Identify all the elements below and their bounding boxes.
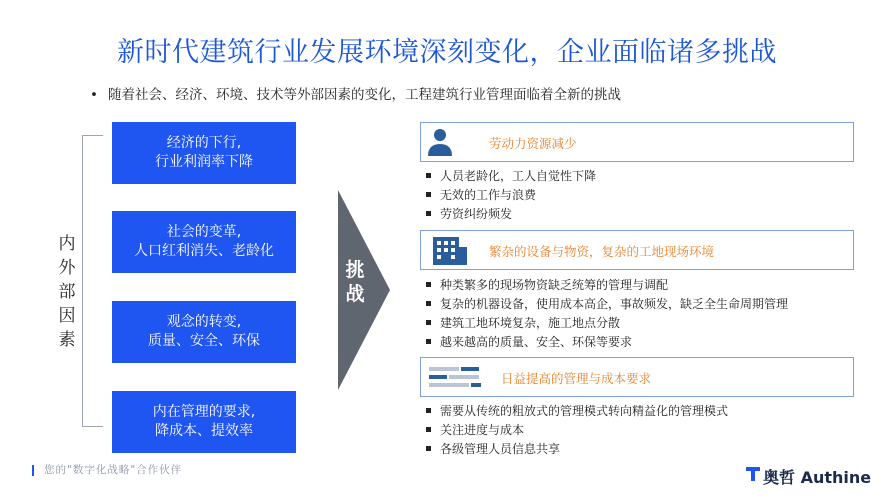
subtitle: [90, 83, 621, 103]
list-item: 各级管理人员信息共享: [426, 440, 728, 459]
challenge-bullets-labor: [426, 167, 596, 224]
brand-mark-icon: [746, 467, 760, 481]
factor-line1: 内在管理的要求,: [152, 404, 256, 420]
arrow-label: 挑战: [345, 259, 365, 305]
factor-line2: 质量、安全、环保: [148, 333, 260, 349]
list-item: 需要从传统的粗放式的管理模式转向精益化的管理模式: [426, 402, 728, 421]
factor-line1: 经济的下行,: [166, 135, 242, 151]
list-item: 劳资纠纷频发: [426, 205, 596, 224]
factors-bracket: [82, 135, 103, 427]
footer-slogan: 您的"数字化战略"合作伙伴: [32, 462, 182, 477]
challenge-title: 劳动力资源减少: [489, 136, 577, 151]
factor-line1: 社会的变革,: [166, 224, 242, 240]
factor-box-society: [112, 211, 296, 273]
subtitle-text: 随着社会、经济、环境、技术等外部因素的变化，工程建筑行业管理面临着全新的挑战: [107, 87, 621, 103]
list-item: 无效的工作与浪费: [426, 186, 596, 205]
challenge-header-cost: [420, 357, 854, 397]
person-icon: [421, 123, 457, 161]
footer-bar: [32, 465, 34, 476]
building-icon: [421, 231, 473, 269]
factors-label: 内外部因素: [58, 234, 76, 350]
list-item: 越来越高的质量、安全、环保等要求: [426, 333, 788, 352]
list-item: 人员老龄化，工人自觉性下降: [426, 167, 596, 186]
challenge-title: 繁杂的设备与物资，复杂的工地现场环境: [489, 244, 715, 259]
factor-line1: 观念的转变,: [166, 314, 242, 330]
challenge-title: 日益提高的管理与成本要求: [501, 371, 652, 386]
factor-box-mindset: [112, 301, 296, 363]
list-item: 复杂的机器设备，使用成本高企，事故频发，缺乏全生命周期管理: [426, 295, 788, 314]
list-item: 关注进度与成本: [426, 421, 728, 440]
challenge-bullets-cost: [426, 402, 728, 459]
challenge-bullets-site: [426, 276, 788, 352]
list-item: 建筑工地环境复杂，施工地点分散: [426, 314, 788, 333]
subtitle-bullet: •: [90, 87, 98, 103]
page-title: 新时代建筑行业发展环境深刻变化，企业面临诸多挑战: [117, 37, 777, 68]
challenge-header-site: [420, 230, 854, 270]
gantt-icon: [421, 358, 491, 396]
challenge-header-labor: [420, 122, 854, 162]
factor-line2: 人口红利消失、老龄化: [134, 243, 274, 259]
factor-box-management: [112, 391, 296, 453]
factor-box-economy: [112, 122, 296, 184]
brand-name: 奥哲 Authine: [763, 468, 872, 487]
factor-line2: 降成本、提效率: [155, 423, 253, 439]
factor-line2: 行业利润率下降: [155, 154, 253, 170]
list-item: 种类繁多的现场物资缺乏统筹的管理与调配: [426, 276, 788, 295]
